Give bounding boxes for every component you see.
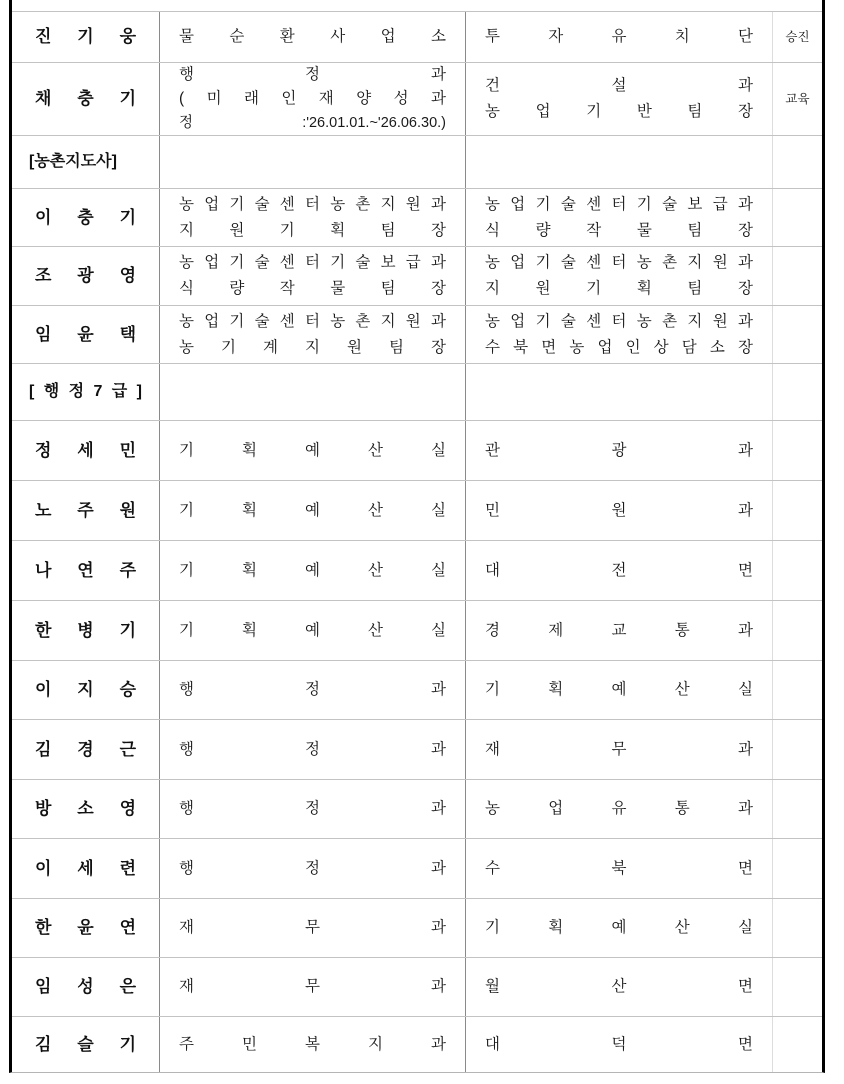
table-row (12, 11, 822, 62)
table-rows-container (12, 11, 822, 1072)
person-name: 정 세 민 (35, 440, 136, 460)
previous-position-cell (160, 247, 466, 305)
remark-cell (773, 541, 822, 600)
new-position-line: 지 원 기 획 팀 장 (485, 280, 753, 297)
person-name: 진 기 웅 (35, 27, 136, 46)
previous-position-line: 정 :'26.01.01.~'26.06.30.) (179, 115, 446, 131)
person-name: 노 주 원 (35, 500, 136, 520)
name-cell (12, 958, 160, 1016)
previous-position-cell (160, 421, 466, 480)
name-cell (12, 1017, 160, 1072)
name-cell (12, 306, 160, 363)
remark-cell (773, 720, 822, 779)
name-cell (12, 247, 160, 305)
table-row (12, 62, 822, 135)
new-position-line: 대 덕 면 (485, 1035, 753, 1053)
table-row (12, 898, 822, 957)
section-title: [농촌지도사] (29, 153, 117, 170)
remark-cell (773, 899, 822, 957)
previous-position-line: 기 획 예 산 실 (179, 441, 446, 459)
section-header-row (12, 363, 822, 420)
remark-cell (773, 481, 822, 540)
new-position-line: 농 업 기 술 센 터 기 술 보 급 과 (485, 195, 753, 213)
previous-position-line: 재 무 과 (179, 919, 446, 936)
remark-cell (773, 839, 822, 898)
new-position-cell (466, 136, 773, 188)
new-position-line: 수 북 면 (485, 859, 753, 877)
name-cell (12, 601, 160, 660)
table-row (12, 957, 822, 1016)
table-row (12, 480, 822, 540)
previous-position-cell (160, 364, 466, 420)
previous-position-line: 행 정 과 (179, 66, 446, 83)
previous-position-line: 기 획 예 산 실 (179, 501, 446, 519)
new-position-cell (466, 661, 773, 719)
new-position-line: 식 량 작 물 팀 장 (485, 221, 753, 239)
table-row (12, 600, 822, 660)
person-name: 한 병 기 (35, 620, 136, 640)
new-position-cell (466, 899, 773, 957)
previous-position-line: 지 원 기 획 팀 장 (179, 221, 446, 239)
new-position-line: 농 업 기 술 센 터 농 촌 지 원 과 (485, 312, 753, 330)
new-position-cell (466, 12, 773, 62)
previous-position-cell (160, 899, 466, 957)
previous-position-line: 행 정 과 (179, 681, 446, 698)
previous-position-line: ( 미 래 인 재 양 성 과 (179, 90, 446, 107)
previous-position-line: 기 획 예 산 실 (179, 621, 446, 639)
new-position-cell (466, 780, 773, 838)
remark-cell (773, 601, 822, 660)
table-row (12, 1016, 822, 1072)
new-position-cell (466, 839, 773, 898)
name-cell (12, 421, 160, 480)
new-position-line: 기 획 예 산 실 (485, 681, 753, 698)
section-title-cell (12, 364, 160, 420)
page-cut-row-remnant (12, 0, 822, 11)
personnel-transfer-table (9, 0, 825, 1073)
table-row (12, 838, 822, 898)
remark-cell (773, 958, 822, 1016)
remark-cell (773, 780, 822, 838)
previous-position-cell (160, 601, 466, 660)
remark-text: 교육 (785, 92, 810, 106)
name-cell (12, 189, 160, 246)
new-position-cell (466, 720, 773, 779)
new-position-line: 농 업 기 술 센 터 농 촌 지 원 과 (485, 254, 753, 271)
remark-cell (773, 12, 822, 62)
previous-position-cell (160, 720, 466, 779)
new-position-cell (466, 247, 773, 305)
previous-position-line: 농 기 계 지 원 팀 장 (179, 338, 446, 356)
person-name: 임 성 은 (35, 977, 136, 996)
previous-position-cell (160, 306, 466, 363)
remark-text: 승진 (785, 30, 810, 44)
remark-cell (773, 247, 822, 305)
previous-position-line: 농 업 기 술 센 터 기 술 보 급 과 (179, 254, 446, 271)
new-position-line: 재 무 과 (485, 740, 753, 758)
person-name: 조 광 영 (35, 266, 136, 285)
person-name: 채 충 기 (35, 89, 136, 108)
section-title: [ 행 정 7 급 ] (29, 383, 142, 400)
name-cell (12, 661, 160, 719)
previous-position-cell (160, 12, 466, 62)
person-name: 이 지 승 (35, 680, 136, 699)
previous-position-line: 농 업 기 술 센 터 농 촌 지 원 과 (179, 195, 446, 213)
new-position-cell (466, 63, 773, 135)
person-name: 김 경 근 (35, 739, 136, 759)
remark-cell (773, 136, 822, 188)
table-row (12, 779, 822, 838)
name-cell (12, 839, 160, 898)
person-name: 한 윤 연 (35, 918, 136, 937)
person-name: 김 슬 기 (35, 1034, 136, 1054)
new-position-line: 수 북 면 농 업 인 상 담 소 장 (485, 338, 753, 356)
table-row (12, 660, 822, 719)
table-row (12, 540, 822, 600)
new-position-cell (466, 1017, 773, 1072)
previous-position-line: 행 정 과 (179, 800, 446, 817)
person-name: 이 충 기 (35, 207, 136, 227)
table-row (12, 305, 822, 363)
person-name: 나 연 주 (35, 560, 136, 580)
new-position-line: 관 광 과 (485, 441, 753, 459)
person-name: 방 소 영 (35, 799, 136, 818)
remark-cell (773, 421, 822, 480)
previous-position-cell (160, 189, 466, 246)
previous-position-cell (160, 780, 466, 838)
previous-position-cell (160, 541, 466, 600)
table-row (12, 246, 822, 305)
previous-position-cell (160, 481, 466, 540)
previous-position-line: 행 정 과 (179, 859, 446, 877)
new-position-cell (466, 958, 773, 1016)
previous-position-cell (160, 63, 466, 135)
table-row (12, 420, 822, 480)
previous-position-cell (160, 958, 466, 1016)
new-position-line: 건 설 과 (485, 77, 753, 94)
new-position-line: 투 자 유 치 단 (485, 28, 753, 45)
previous-position-line: 식 량 작 물 팀 장 (179, 280, 446, 297)
new-position-cell (466, 306, 773, 363)
remark-cell (773, 189, 822, 246)
name-cell (12, 541, 160, 600)
new-position-cell (466, 601, 773, 660)
section-header-row (12, 135, 822, 188)
name-cell (12, 720, 160, 779)
section-title-cell (12, 136, 160, 188)
previous-position-cell (160, 1017, 466, 1072)
name-cell (12, 780, 160, 838)
table-row (12, 188, 822, 246)
name-cell (12, 481, 160, 540)
new-position-cell (466, 421, 773, 480)
new-position-line: 월 산 면 (485, 978, 753, 995)
previous-position-line: 재 무 과 (179, 978, 446, 995)
remark-cell (773, 661, 822, 719)
previous-position-cell (160, 661, 466, 719)
new-position-cell (466, 481, 773, 540)
name-cell (12, 12, 160, 62)
new-position-line: 기 획 예 산 실 (485, 919, 753, 936)
remark-cell (773, 1017, 822, 1072)
new-position-line: 농 업 유 통 과 (485, 800, 753, 817)
previous-position-line: 기 획 예 산 실 (179, 561, 446, 579)
previous-position-line: 물 순 환 사 업 소 (179, 28, 446, 45)
previous-position-cell (160, 839, 466, 898)
table-row (12, 719, 822, 779)
person-name: 임 윤 택 (35, 324, 136, 344)
new-position-cell (466, 189, 773, 246)
previous-position-line: 행 정 과 (179, 740, 446, 758)
new-position-cell (466, 541, 773, 600)
new-position-line: 경 제 교 통 과 (485, 621, 753, 639)
previous-position-line: 주 민 복 지 과 (179, 1035, 446, 1053)
remark-cell (773, 63, 822, 135)
remark-cell (773, 306, 822, 363)
previous-position-cell (160, 136, 466, 188)
new-position-line: 대 전 면 (485, 561, 753, 579)
person-name: 이 세 련 (35, 858, 136, 878)
name-cell (12, 899, 160, 957)
previous-position-line: 농 업 기 술 센 터 농 촌 지 원 과 (179, 312, 446, 330)
new-position-line: 농 업 기 반 팀 장 (485, 103, 753, 120)
name-cell (12, 63, 160, 135)
new-position-line: 민 원 과 (485, 501, 753, 519)
remark-cell (773, 364, 822, 420)
new-position-cell (466, 364, 773, 420)
